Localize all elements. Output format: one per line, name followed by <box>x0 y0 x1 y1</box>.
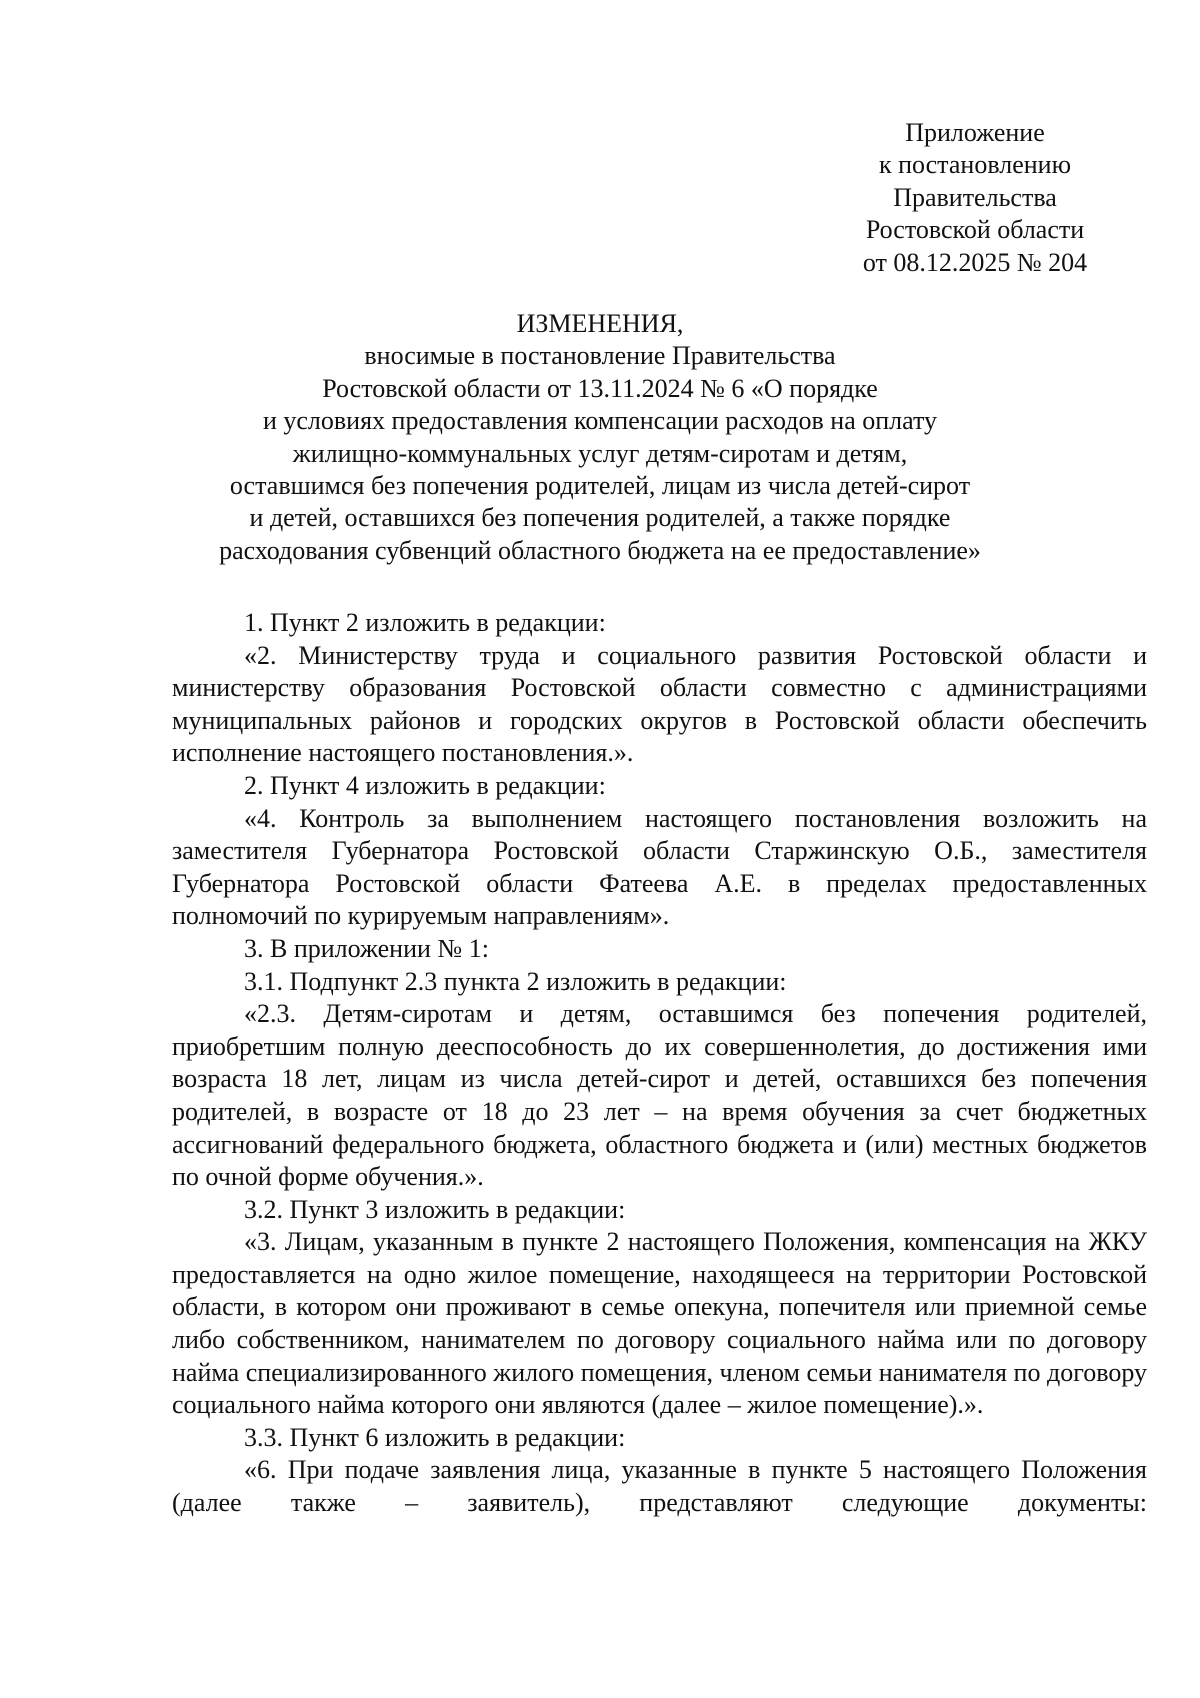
title-heading: ИЗМЕНЕНИЯ, <box>516 309 684 338</box>
paragraph-item-2-3-text: «2.3. Детям-сиротам и детям, оставшимся без попечения родителей, приобретшим полную дееспособность до их совершеннолетия, до достижения ими возраста 18 лет, лицам из числа детей-сирот и детей, оставшихся без попечения родителей, в возрасте от 18 до 23 лет – на время обучения за счет бюджетных ассигнований федерального бюджета, областного бюджета и (или) местных бюджетов по очной форме обучения.». <box>172 999 1147 1192</box>
title-line: вносимые в постановление Правительства <box>364 341 836 371</box>
title-line: расходования субвенций областного бюджета на ее предоставление» <box>219 535 981 565</box>
document-body <box>172 607 1147 1520</box>
paragraph-item-6-text: «6. При подаче заявления лица, указанные в пункте 5 настоящего Положения (далее также – заявитель), представляют следующие документы: <box>172 1455 1147 1518</box>
paragraph-item-2-text: «2. Министерству труда и социального развития Ростовской области и министерству образования Ростовской области совместно с администрациями муниципальных районов и городских округов в Ростовской области обеспечить исполнение настоящего постановления.». <box>172 640 1147 768</box>
paragraph-item-3: 3. В приложении № 1: <box>244 933 489 963</box>
appendix-line: к постановлению <box>878 150 1072 180</box>
paragraph-item-3-1: 3.1. Подпункт 2.3 пункта 2 изложить в редакции: <box>244 966 787 996</box>
title-line: оставшимся без попечения родителей, лицам из числа детей-сирот <box>229 471 971 501</box>
paragraph-item-2: 2. Пункт 4 изложить в редакции: <box>244 770 606 800</box>
paragraph-item-3-2: 3.2. Пункт 3 изложить в редакции: <box>244 1194 626 1224</box>
paragraph-item-3-text: «3. Лицам, указанным в пункте 2 настоящего Положения, компенсация на ЖКУ предоставляется на одно жилое помещение, находящееся на территории Ростовской области, в котором они проживают в семье опекуна, попечителя или приемной семье либо собственником, нанимателем по договору социального найма или по договору найма специализированного жилого помещения, членом семьи нанимателя по договору социального найма которого они являются (далее – жилое помещение).». <box>172 1227 1147 1420</box>
title-line: и детей, оставшихся без попечения родителей, а также порядке <box>249 503 951 533</box>
paragraph-item-3-3: 3.3. Пункт 6 изложить в редакции: <box>244 1422 626 1452</box>
title-line: и условиях предоставления компенсации расходов на оплату <box>262 406 938 436</box>
paragraph-item-1: 1. Пункт 2 изложить в редакции: <box>244 608 606 637</box>
appendix-line: Приложение <box>905 118 1045 147</box>
appendix-line: Правительства <box>893 182 1057 212</box>
appendix-date-number: от 08.12.2025 № 204 <box>862 247 1088 277</box>
title-line: Ростовской области от 13.11.2024 № 6 «О порядке <box>322 373 878 403</box>
paragraph-item-4-text: «4. Контроль за выполнением настоящего постановления возложить на заместителя Губернатора Ростовской области Старжинскую О.Б., заместителя Губернатора Ростовской области Фатеева А.Е. в пределах предоставленных полномочий по курируемым направлениям». <box>172 803 1147 931</box>
title-line: жилищно-коммунальных услуг детям-сиротам и детям, <box>292 438 908 468</box>
appendix-line: Ростовской области <box>865 215 1085 245</box>
document-title <box>150 308 1050 567</box>
appendix-header <box>810 117 1140 279</box>
